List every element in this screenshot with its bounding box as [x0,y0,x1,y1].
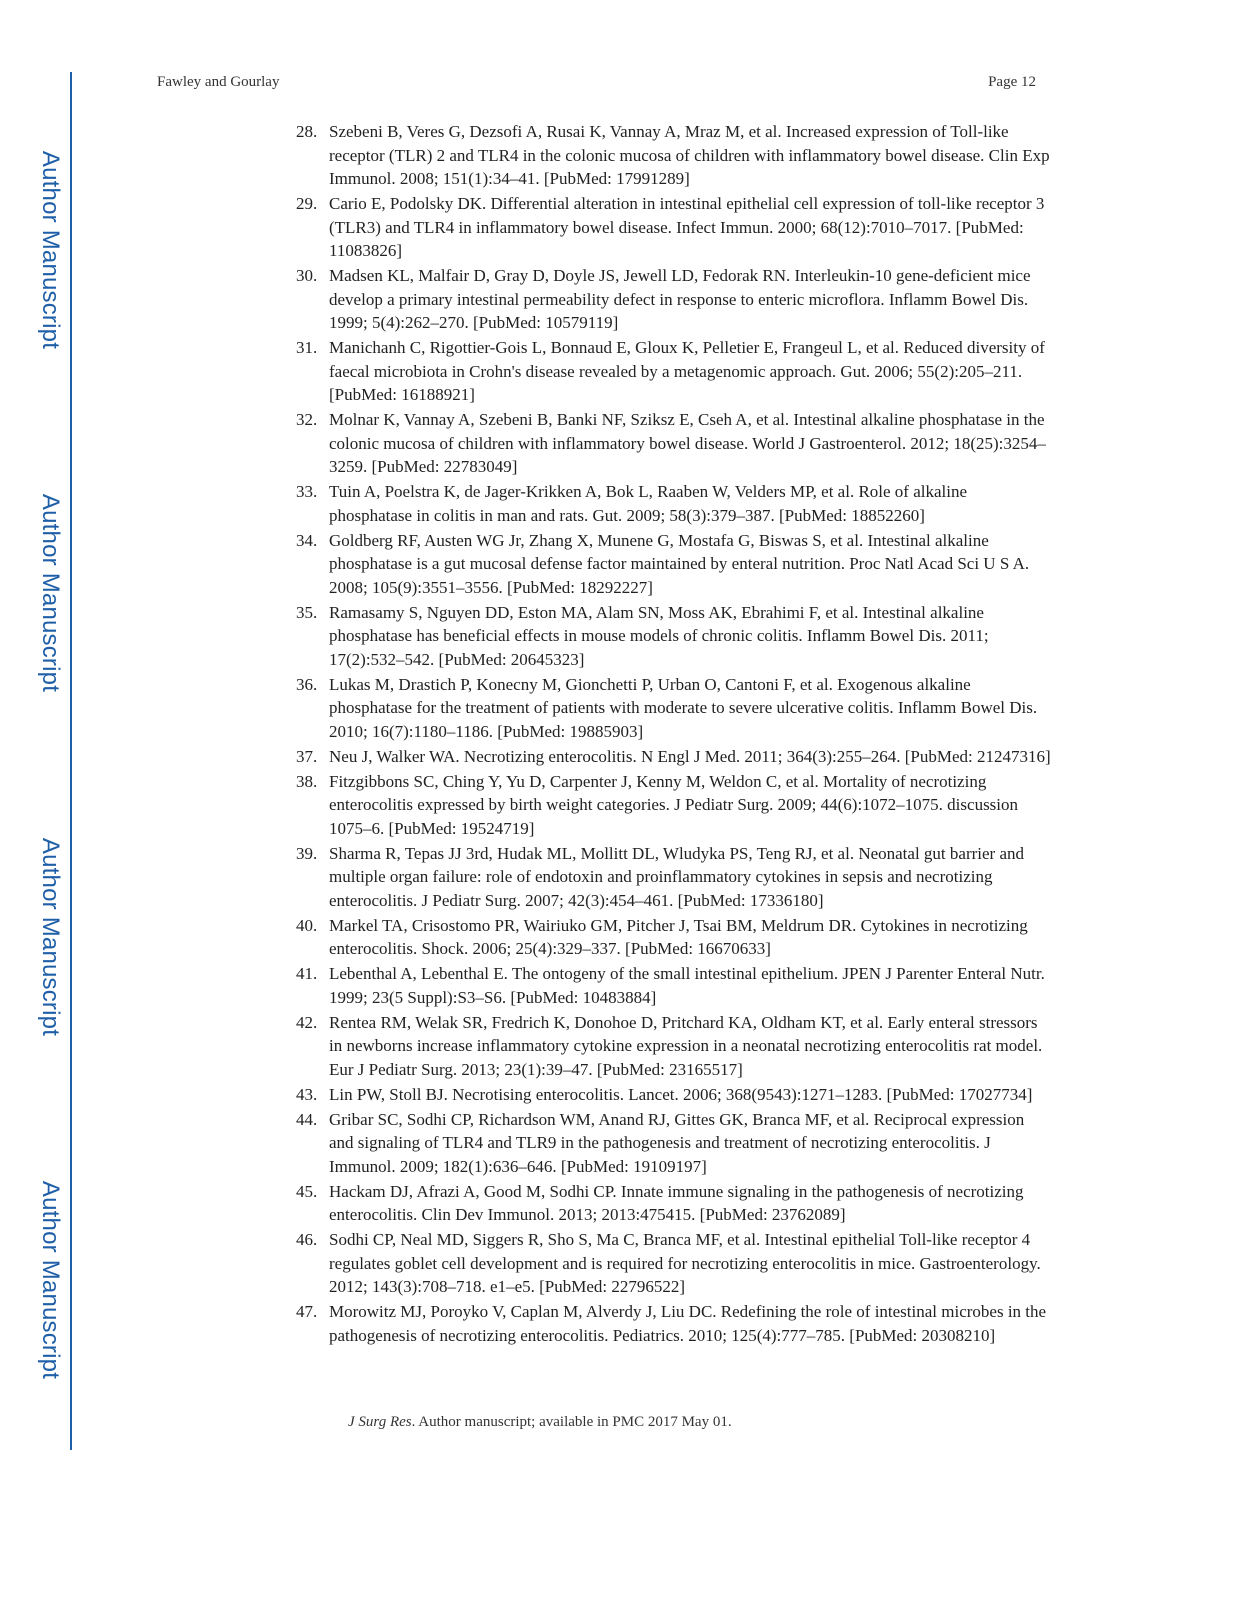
running-head-authors: Fawley and Gourlay [157,74,280,90]
reference-item [296,192,1052,263]
reference-number: 43. [296,1084,318,1104]
reference-number: 37. [296,746,318,766]
reference-text: Sharma R, Tepas JJ 3rd, Hudak ML, Mollitt DL, Wludyka PS, Teng RJ, et al. Neonatal gut barrier and multiple organ failure: role of endotoxin and proinflammatory cytokines in sepsis and necrotizing enterocolitis. J Pediatr Surg. 2007; 42(3):454–461. [PubMed: 17336180] [329,843,1024,910]
reference-item [296,1180,1052,1227]
reference-text: Lukas M, Drastich P, Konecny M, Gionchetti P, Urban O, Cantoni F, et al. Exogenous alkaline phosphatase for the treatment of patients with moderate to severe ulcerative colitis. Inflamm Bowel Dis. 2010; 16(7):1180–1186. [PubMed: 19885903] [329,674,1038,741]
reference-text: Cario E, Podolsky DK. Differential alteration in intestinal epithelial cell expression of toll-like receptor 3 (TLR3) and TLR4 in inflammatory bowel disease. Infect Immun. 2000; 68(12):7010–7017. [PubMed: 11083826] [329,194,1045,260]
reference-text: Lin PW, Stoll BJ. Necrotising enterocolitis. Lancet. 2006; 368(9543):1271–1283. [PubMed: 17027734] [329,1084,1033,1104]
reference-number: 42. [296,1012,318,1032]
reference-item [296,601,1052,672]
reference-number: 46. [296,1230,318,1249]
reference-item [296,1011,1052,1082]
reference-number: 44. [296,1109,318,1129]
reference-item [296,480,1052,527]
side-label-author-manuscript: Author Manuscript [37,1180,64,1380]
reference-text: Morowitz MJ, Poroyko V, Caplan M, Alverdy J, Liu DC. Redefining the role of intestinal microbes in the pathogenesis of necrotizing enterocolitis. Pediatrics. 2010; 125(4):777–785. [PubMed: 20308210] [329,1302,1047,1345]
reference-text: Tuin A, Poelstra K, de Jager-Krikken A, Bok L, Raaben W, Velders MP, et al. Role of alkaline phosphatase in colitis in man and rats. Gut. 2009; 58(3):379–387. [PubMed: 18852260] [329,482,968,525]
footer-journal: J Surg Res [348,1414,412,1430]
reference-item [296,408,1052,479]
reference-number: 28. [296,122,318,141]
reference-item [296,1108,1052,1179]
reference-number: 30. [296,266,318,285]
footer-citation [348,1414,732,1431]
reference-item [296,1228,1052,1299]
reference-number: 34. [296,530,318,550]
reference-text: Szebeni B, Veres G, Dezsofi A, Rusai K, Vannay A, Mraz M, et al. Increased expression of Toll-like receptor (TLR) 2 and TLR4 in the colonic mucosa of children with inflammatory bowel disease. Clin Exp Immunol. 2008; 151(1):34–41. [PubMed: 17991289] [329,122,1050,188]
reference-item [296,336,1052,407]
reference-text: Madsen KL, Malfair D, Gray D, Doyle JS, Jewell LD, Fedorak RN. Interleukin-10 gene-deficient mice develop a primary intestinal permeability defect in response to enteric microflora. Inflamm Bowel Dis. 1999; 5(4):262–270. [PubMed: 10579119] [329,266,1031,332]
reference-text: Manichanh C, Rigottier-Gois L, Bonnaud E, Gloux K, Pelletier E, Frangeul L, et al. Reduced diversity of faecal microbiota in Crohn's disease revealed by a metagenomic approach. Gut. 2006; 55(2):205–211. [PubMed: 16188921] [329,338,1045,404]
footer-availability: . Author manuscript; available in PMC 2017 May 01. [411,1414,732,1430]
reference-number: 36. [296,674,318,694]
reference-item [296,962,1052,1009]
reference-item [296,673,1052,744]
reference-text: Gribar SC, Sodhi CP, Richardson WM, Anand RJ, Gittes GK, Branca MF, et al. Reciprocal expression and signaling of TLR4 and TLR9 in the pathogenesis and treatment of necrotizing enterocolitis. J Immunol. 2009; 182(1):636–646. [PubMed: 19109197] [329,1109,1025,1176]
reference-number: 45. [296,1181,318,1201]
reference-item [296,842,1052,913]
reference-list [296,120,1052,1349]
side-label-author-manuscript: Author Manuscript [37,837,64,1037]
reference-text: Rentea RM, Welak SR, Fredrich K, Donohoe D, Pritchard KA, Oldham KT, et al. Early enteral stressors in newborns increase inflammatory cytokine expression in a neonatal necrotizing enterocolitis rat model. Eur J Pediatr Surg. 2013; 23(1):39–47. [PubMed: 23165517] [329,1012,1043,1079]
reference-number: 41. [296,964,318,983]
reference-number: 31. [296,338,318,357]
reference-text: Hackam DJ, Afrazi A, Good M, Sodhi CP. Innate immune signaling in the pathogenesis of necrotizing enterocolitis. Clin Dev Immunol. 2013; 2013:475415. [PubMed: 23762089] [329,1181,1024,1224]
reference-item [296,1083,1052,1107]
reference-number: 39. [296,843,318,863]
reference-item [296,529,1052,600]
reference-number: 35. [296,602,318,622]
reference-text: Molnar K, Vannay A, Szebeni B, Banki NF, Sziksz E, Cseh A, et al. Intestinal alkaline phosphatase in the colonic mucosa of children with inflammatory bowel disease. World J Gastroenterol. 2012; 18(25):3254–3259. [PubMed: 22783049] [329,410,1046,476]
reference-number: 47. [296,1302,318,1321]
reference-number: 29. [296,194,318,213]
side-label-author-manuscript: Author Manuscript [37,493,64,693]
page-number: Page 12 [988,74,1036,90]
side-label-author-manuscript: Author Manuscript [37,150,64,350]
reference-item [296,914,1052,961]
reference-text: Lebenthal A, Lebenthal E. The ontogeny of the small intestinal epithelium. JPEN J Parenter Enteral Nutr. 1999; 23(5 Suppl):S3–S6. [PubMed: 10483884] [329,964,1045,1007]
reference-text: Markel TA, Crisostomo PR, Wairiuko GM, Pitcher J, Tsai BM, Meldrum DR. Cytokines in necrotizing enterocolitis. Shock. 2006; 25(4):329–337. [PubMed: 16670633] [329,915,1028,958]
reference-item [296,1300,1052,1347]
reference-text: Ramasamy S, Nguyen DD, Eston MA, Alam SN, Moss AK, Ebrahimi F, et al. Intestinal alkaline phosphatase has beneficial effects in mouse models of chronic colitis. Inflamm Bowel Dis. 2011; 17(2):532–542. [PubMed: 20645323] [329,602,989,669]
reference-item [296,770,1052,841]
reference-text: Fitzgibbons SC, Ching Y, Yu D, Carpenter J, Kenny M, Weldon C, et al. Mortality of necrotizing enterocolitis expressed by birth weight categories. J Pediatr Surg. 2009; 44(6):1072–1075. discussion 1075–6. [PubMed: 19524719] [329,771,1019,838]
reference-item [296,264,1052,335]
reference-number: 40. [296,915,318,935]
reference-item [296,745,1052,769]
reference-item [296,120,1052,191]
reference-text: Neu J, Walker WA. Necrotizing enterocolitis. N Engl J Med. 2011; 364(3):255–264. [PubMed: 21247316] [329,746,1051,766]
reference-number: 38. [296,771,318,791]
reference-text: Sodhi CP, Neal MD, Siggers R, Sho S, Ma C, Branca MF, et al. Intestinal epithelial Toll-like receptor 4 regulates goblet cell development and is required for necrotizing enterocolitis in mice. Gastroenterology. 2012; 143(3):708–718. e1–e5. [PubMed: 22796522] [329,1230,1041,1296]
reference-number: 33. [296,482,318,501]
reference-text: Goldberg RF, Austen WG Jr, Zhang X, Munene G, Mostafa G, Biswas S, et al. Intestinal alkaline phosphatase is a gut mucosal defense factor maintained by enteral nutrition. Proc Natl Acad Sci U S A. 2008; 105(9):3551–3556. [PubMed: 18292227] [329,530,1030,597]
reference-number: 32. [296,410,318,429]
